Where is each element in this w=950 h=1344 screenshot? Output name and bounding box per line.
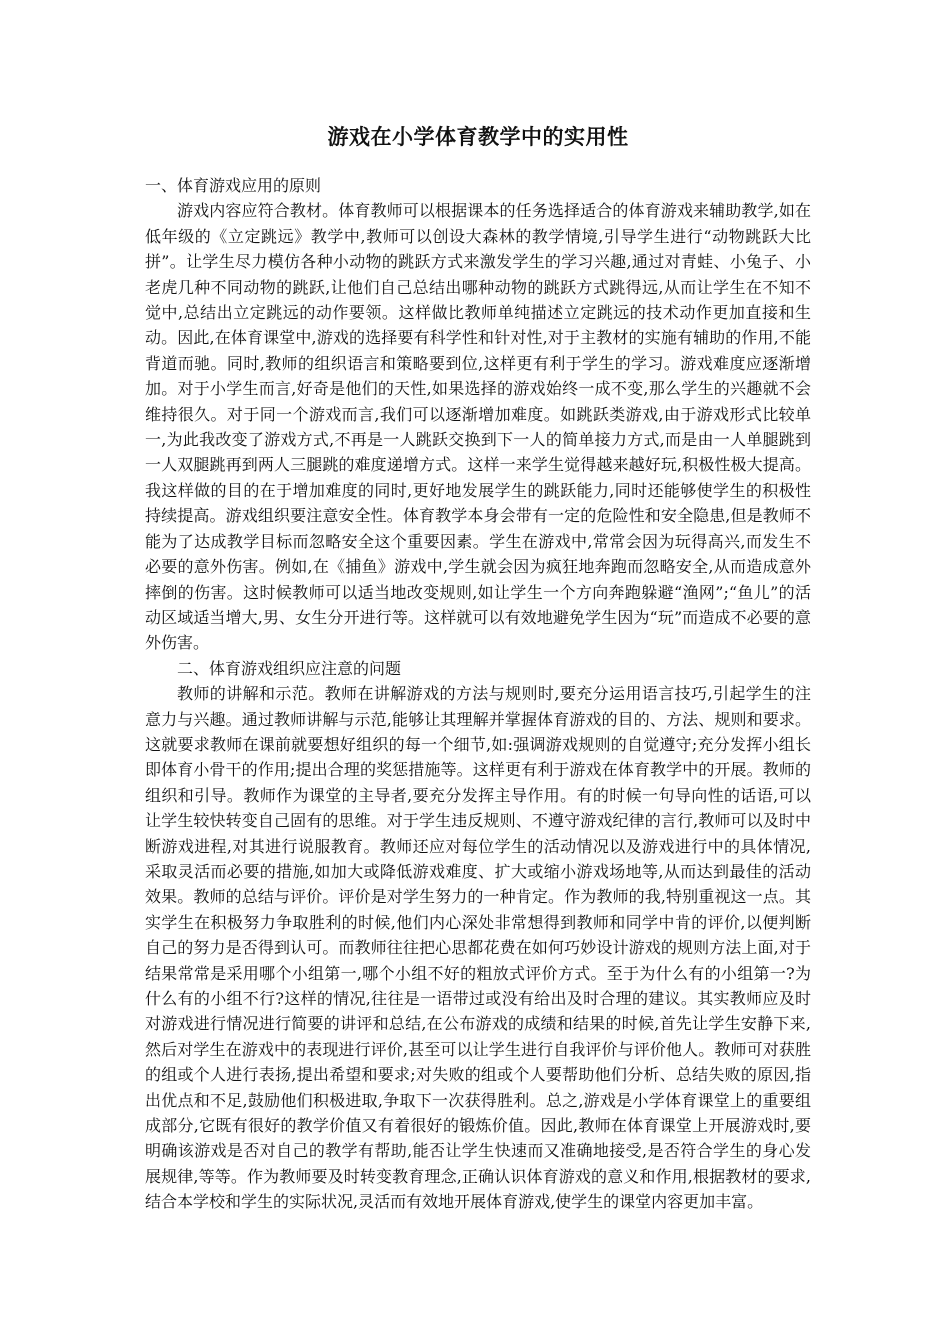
section-heading-organization: 二、体育游戏组织应注意的问题 <box>177 658 402 678</box>
section-heading-principles: 一、体育游戏应用的原则 <box>145 176 322 195</box>
document-body <box>145 173 811 1215</box>
section-paragraph-principles: 游戏内容应符合教材。体育教师可以根据课本的任务选择适合的体育游戏来辅助教学,如在低年级的《立定跳远》教学中,教师可以创设大森林的教学情境,引导学生进行“动物跳跃大比拼”。让学生尽力模仿各种小动物的跳跃方式来激发学生的学习兴趣,通过对青蛙、小兔子、小老虎几种不同动物的跳跃,让他们自己总结出哪种动物的跳跃方式跳得远,从而让学生在不知不觉中,总结出立定跳远的动作要领。这样做比教师单纯描述立定跳远的技术动作更加直接和生动。因此,在体育课堂中,游戏的选择要有科学性和针对性,对于主教材的实施有辅助的作用,不能背道而驰。同时,教师的组织语言和策略要到位,这样更有利于学生的学习。游戏难度应逐渐增加。对于小学生而言,好奇是他们的天性,如果选择的游戏始终一成不变,那么学生的兴趣就不会维持很久。对于同一个游戏而言,我们可以逐渐增加难度。如跳跃类游戏,由于游戏形式比较单一,为此我改变了游戏方式,不再是一人跳跃交换到下一人的简单接力方式,而是由一人单腿跳到一人双腿跳再到两人三腿跳的难度递增方式。这样一来学生觉得越来越好玩,积极性极大提高。我这样做的目的在于增加难度的同时,更好地发展学生的跳跃能力,同时还能够使学生的积极性持续提高。游戏组织要注意安全性。体育教学本身会带有一定的危险性和安全隐患,但是教师不能为了达成教学目标而忽略安全这个重要因素。学生在游戏中,常常会因为玩得高兴,而发生不必要的意外伤害。例如,在《捕鱼》游戏中,学生就会因为疯狂地奔跑而忽略安全,从而造成意外摔倒的伤害。这时候教师可以适当地改变规则,如让学生一个方向奔跑躲避“渔网”;“鱼儿”的活动区域适当增大,男、女生分开进行等。这样就可以有效地避免学生因为“玩”而造成不必要的意外伤害。 <box>145 201 811 653</box>
document-title: 游戏在小学体育教学中的实用性 <box>327 125 629 149</box>
section-paragraph-organization: 教师的讲解和示范。教师在讲解游戏的方法与规则时,要充分运用语言技巧,引起学生的注意力与兴趣。通过教师讲解与示范,能够让其理解并掌握体育游戏的目的、方法、规则和要求。这就要求教师在课前就要想好组织的每一个细节,如:强调游戏规则的自觉遵守;充分发挥小组长即体育小骨干的作用;提出合理的奖惩措施等。这样更有利于游戏在体育教学中的开展。教师的组织和引导。教师作为课堂的主导者,要充分发挥主导作用。有的时候一句导向性的话语,可以让学生较快转变自己固有的思维。对于学生违反规则、不遵守游戏纪律的言行,教师可以及时中断游戏进程,对其进行说服教育。教师还应对每位学生的活动情况以及游戏进行中的具体情况,采取灵活而必要的措施,如加大或降低游戏难度、扩大或缩小游戏场地等,从而达到最佳的活动效果。教师的总结与评价。评价是对学生努力的一种肯定。作为教师的我,特别重视这一点。其实学生在积极努力争取胜利的时候,他们内心深处非常想得到教师和同学中肯的评价,以便判断自己的努力是否得到认可。而教师往往把心思都花费在如何巧妙设计游戏的规则方法上面,对于结果常常是采用哪个小组第一,哪个小组不好的粗放式评价方式。至于为什么有的小组第一?为什么有的小组不行?这样的情况,往往是一语带过或没有给出及时合理的建议。其实教师应及时对游戏进行情况进行简要的讲评和总结,在公布游戏的成绩和结果的时候,首先让学生安静下来,然后对学生在游戏中的表现进行评价,甚至可以让学生进行自我评价与评价他人。教师可对获胜的组或个人进行表扬,提出希望和要求;对失败的组或个人要帮助他们分析、总结失败的原因,指出优点和不足,鼓励他们积极进取,争取下一次获得胜利。总之,游戏是小学体育课堂上的重要组成部分,它既有很好的教学价值又有着很好的锻炼价值。因此,教师在体育课堂上开展游戏时,要明确该游戏是否对自己的教学有帮助,能否让学生快速而又准确地接受,是否符合学生的身心发展规律,等等。作为教师要及时转变教育理念,正确认识体育游戏的意义和作用,根据教材的要求,结合本学校和学生的实际状况,灵活而有效地开展体育游戏,使学生的课堂内容更加丰富。 <box>145 684 811 1212</box>
